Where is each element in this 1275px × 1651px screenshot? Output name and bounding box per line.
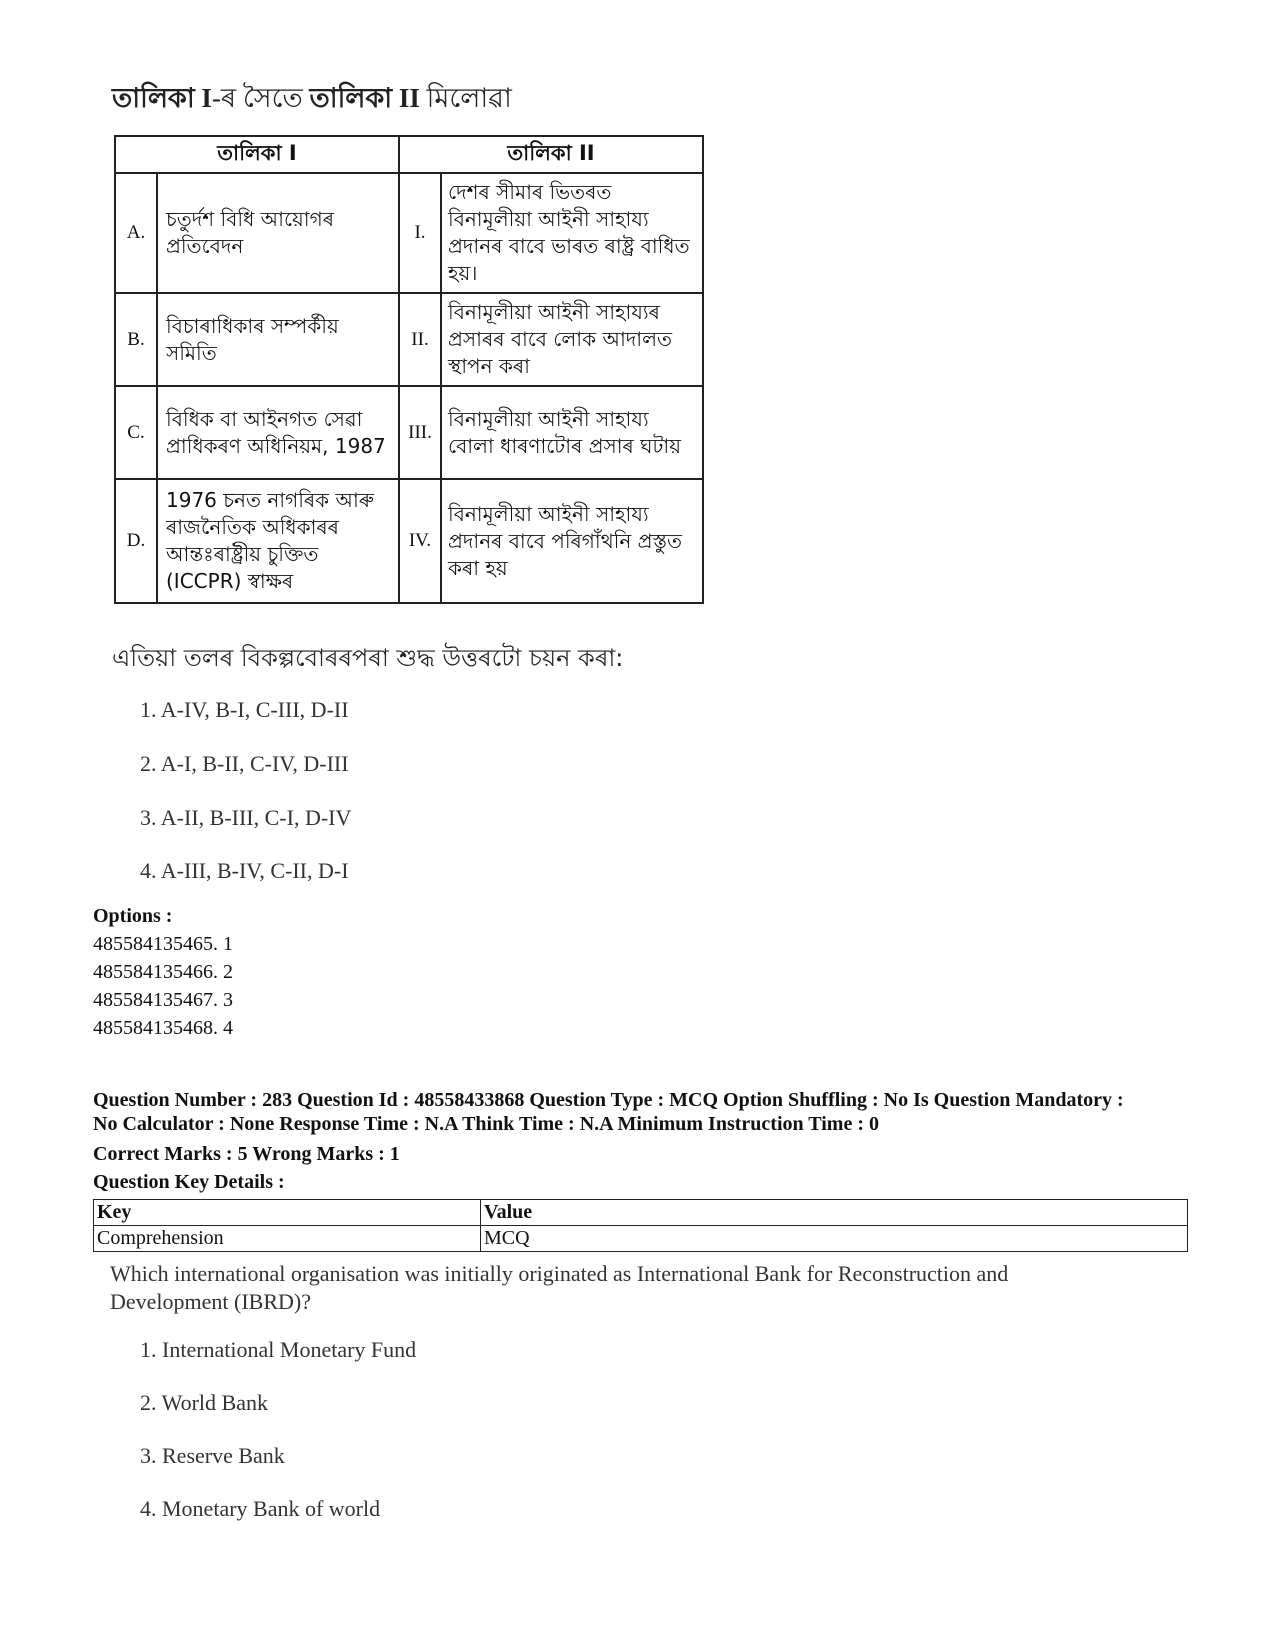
match-question-heading <box>112 78 512 123</box>
table-row <box>115 386 703 479</box>
table-row <box>94 1200 1188 1226</box>
answer-choice[interactable]: 1. A-IV, B-I, C-III, D-II <box>140 697 349 722</box>
option-id: 485584135465. 1 <box>93 933 233 955</box>
row-label: D. <box>115 479 157 603</box>
answer-choice[interactable]: 2. A-I, B-II, C-IV, D-III <box>140 751 349 776</box>
answer-choice[interactable]: 2. World Bank <box>140 1390 268 1415</box>
table-row <box>94 1226 1188 1252</box>
answer-choice[interactable]: 3. Reserve Bank <box>140 1443 285 1468</box>
key-details-label: Question Key Details : <box>93 1171 285 1193</box>
row-item: বিচাৰাধিকাৰ সম্পৰ্কীয় সমিতি <box>157 293 399 386</box>
key-details-table <box>93 1199 1188 1252</box>
row-desc: দেশৰ সীমাৰ ভিতৰত বিনামূলীয়া আইনী সাহায্য প্ৰদানৰ বাবে ভাৰত ৰাষ্ট্ৰ বাধিত হয়। <box>441 173 703 293</box>
heading-list1: তালিকা I <box>112 83 212 113</box>
question-meta-line1: Question Number : 283 Question Id : 48558433868 Question Type : MCQ Option Shuffling : No Is Question Mandatory : <box>93 1089 1124 1111</box>
row-num: II. <box>399 293 441 386</box>
heading-list2: তালিকা II <box>309 83 420 113</box>
option-id: 485584135467. 3 <box>93 989 233 1011</box>
marks-line: Correct Marks : 5 Wrong Marks : 1 <box>93 1143 400 1165</box>
row-item: বিধিক বা আইনগত সেৱা প্ৰাধিকৰণ অধিনিয়ম, 1987 <box>157 386 399 479</box>
question-text: Which international organisation was initially originated as International Bank for Reconstruction and Development (IBRD)? <box>110 1261 1009 1314</box>
answer-choice[interactable]: 3. A-II, B-III, C-I, D-IV <box>140 805 352 830</box>
row-item: 1976 চনত নাগৰিক আৰু ৰাজনৈতিক অধিকাৰৰ আন্তঃৰাষ্ট্ৰীয় চুক্তিত (ICCPR) স্বাক্ষৰ <box>157 479 399 603</box>
row-item: চতুৰ্দশ বিধি আয়োগৰ প্ৰতিবেদন <box>157 173 399 293</box>
heading-instruction: মিলোৱা <box>419 83 512 113</box>
question-meta-line2: No Calculator : None Response Time : N.A Think Time : N.A Minimum Instruction Time : 0 <box>93 1113 879 1135</box>
option-id: 485584135466. 2 <box>93 961 233 983</box>
table-row <box>115 173 703 293</box>
match-table-header <box>115 136 703 173</box>
row-num: III. <box>399 386 441 479</box>
row-label: C. <box>115 386 157 479</box>
row-desc: বিনামূলীয়া আইনী সাহায্য প্ৰদানৰ বাবে পৰিগাঁথনি প্ৰস্তুত কৰা হয় <box>441 479 703 603</box>
match-table <box>114 135 704 604</box>
options-label: Options : <box>93 905 173 927</box>
header-list2: তালিকা II <box>399 136 703 173</box>
row-desc: বিনামূলীয়া আইনী সাহায্যৰ প্ৰসাৰৰ বাবে লোক আদালত স্থাপন কৰা <box>441 293 703 386</box>
row-label: B. <box>115 293 157 386</box>
heading-connector: -ৰ সৈতে <box>211 83 310 113</box>
key-cell: Comprehension <box>94 1226 481 1252</box>
answer-choice[interactable]: 4. Monetary Bank of world <box>140 1496 381 1521</box>
choose-instruction: এতিয়া তলৰ বিকল্পবোৰৰপৰা শুদ্ধ উত্তৰটো চয়ন কৰা: <box>112 644 624 672</box>
row-desc: বিনামূলীয়া আইনী সাহায্য বোলা ধাৰণাটোৰ প্ৰসাৰ ঘটায় <box>441 386 703 479</box>
option-id: 485584135468. 4 <box>93 1017 233 1039</box>
header-list1: তালিকা I <box>115 136 399 173</box>
answer-choice[interactable]: 4. A-III, B-IV, C-II, D-I <box>140 858 349 883</box>
table-row <box>115 479 703 603</box>
value-cell: MCQ <box>481 1226 1188 1252</box>
key-header: Key <box>94 1200 481 1226</box>
question-meta <box>93 1088 1213 1136</box>
row-num: IV. <box>399 479 441 603</box>
row-num: I. <box>399 173 441 293</box>
answer-choice[interactable]: 1. International Monetary Fund <box>140 1337 417 1362</box>
value-header: Value <box>481 1200 1188 1226</box>
table-row <box>115 293 703 386</box>
row-label: A. <box>115 173 157 293</box>
